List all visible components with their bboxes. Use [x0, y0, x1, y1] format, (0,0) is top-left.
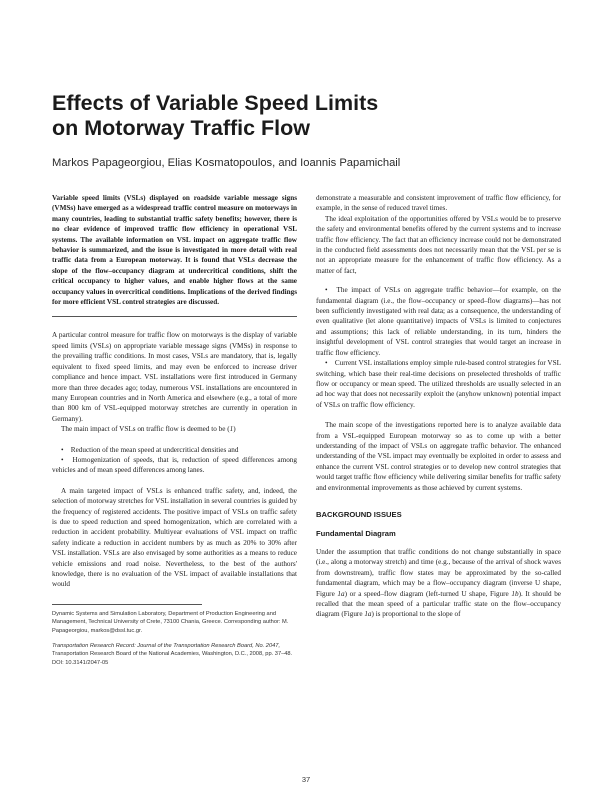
list-item-text: Current VSL installations employ simple rule-based control strategies for VSL switching, which base their real-time decisions on preselected thresholds of traffic flow or occupancy or mean speed. The utilized thresholds are usually selected in an ad hoc way that does not necessarily exploit the (anyhow unknown) potential impact of VSLs on traffic flow efficiency. [316, 359, 561, 409]
body-text: The main impact of VSLs on traffic flow is deemed to be ( [61, 425, 230, 434]
title-line-1: Effects of Variable Speed Limits [52, 91, 379, 115]
figure-ref: 1b [511, 589, 519, 598]
body-paragraph [52, 424, 297, 434]
bullet-list [52, 445, 297, 476]
body-paragraph: The main scope of the investigations reported here is to analyze available data from a VSL-equipped European motorway so as to come up with a better understanding of the impact of VSLs on aggregate traffic behavior. The enhanced understanding of the VSL impact may eventually be exploited in order to assess and enhance the current VSL control strategies or to develop new control strategies that would target traffic flow efficiency while delivering similar benefits for traffic safety and environmental improvements as those achieved by current systems. [316, 421, 561, 492]
footnotes [52, 610, 297, 668]
subsection-heading: Fundamental Diagram [316, 528, 396, 538]
reference-citation: 1 [229, 425, 234, 434]
bullet-list [316, 285, 561, 410]
body-text: ) [233, 425, 236, 434]
list-item [52, 445, 297, 455]
footnote-divider [52, 604, 202, 605]
journal-citation [52, 642, 297, 659]
body-text: Under the assumption that traffic conditions do not change substantially in space (i.e., along a motorway stretch) and time (e.g., because of the arrival of shock waves from downstream), traffic flow states may be approximated by the so-called fundamental diagram, which may be a flow–occupancy diagram (inverse U shape, Figure [316, 547, 561, 598]
affiliation-note: Dynamic Systems and Simulation Laboratory, Department of Production Engineering and Management, Technical University of Crete, 73100 Chania, Greece. Corresponding author: M. Papageorgiou, markos@dssl.tuc.gr. [52, 610, 289, 634]
paper-title [52, 91, 472, 141]
journal-name: Transportation Research Record: Journal of the Transportation Research Board, No. 2047, [52, 642, 281, 649]
body-text: ). It should be recalled that the mean speed of a particular traffic state on the flow–occupancy diagram (Figure [316, 589, 561, 619]
left-column [52, 193, 297, 667]
list-item-text: Homogenization of speeds, that is, reduction of speed differences among vehicles and of mean speed differences among lanes. [52, 455, 297, 475]
body-paragraph: A main targeted impact of VSLs is enhanced traffic safety, and, indeed, the selection of motorway stretches for VSL installation in several countries is guided by the frequency of registered accidents. The positive impact of VSLs on traffic safety is due to speed reduction and speed homogenization, which are correlated with a reduction in accident probability. Multiyear evaluations of VSL impact on traffic safety indicate a reduction in accident numbers by as much as 20% to 30% after VSL installation. VSLs are also envisaged by some authorities as a means to reduce vehicle emissions and road noise. Nevertheless, to the best of the authors' knowledge, there is no evaluation of the VSL impact of available installations that would [52, 486, 297, 589]
page-number: 37 [301, 775, 311, 784]
bullet-icon: • [325, 359, 328, 368]
title-line-2: on Motorway Traffic Flow [52, 116, 311, 140]
list-item-text: Reduction of the mean speed at undercritical densities and [70, 445, 239, 454]
body-text: ) is proportional to the slope of [371, 610, 461, 619]
body-paragraph [316, 547, 561, 620]
body-paragraph: demonstrate a measurable and consistent improvement of traffic flow efficiency, for example, in the sense of reduced travel times. [316, 194, 561, 213]
list-item-text: The impact of VSLs on aggregate traffic behavior—for example, on the fundamental diagram (i.e., the flow–occupancy or speed–flow diagrams)—has not been sufficiently investigated with real data; as a consequence, the understanding of even qualitative (let alone quantitative) impacts of VSLs is limited to conjectures and assumptions; this lack of reliable understanding, in its turn, hinders the insightful development of VSL control strategies that would target an increase in traffic flow efficiency. [316, 286, 561, 357]
figure-ref: 1a [337, 589, 345, 598]
right-column [316, 193, 561, 620]
section-heading: BACKGROUND ISSUES [316, 509, 402, 519]
journal-details: Transportation Research Board of the National Academies, Washington, D.C., 2008, pp. 37–48. [52, 651, 293, 658]
body-paragraph: A particular control measure for traffic flow on motorways is the display of variable speed limits (VSLs) on appropriate variable message signs (VMSs) in response to the prevailing traffic conditions. In most cases, VSLs are mandatory, that is, legally equivalent to fixed speed limits, and may even be enforced to increase driver compliance and hence impact. VSL installations were first introduced in Germany more than three decades ago; today, numerous VSL installations are encountered in many European countries and in North America and elsewhere (e.g., a total of more than 800 km of VSL-equipped motorway stretches are currently in operation in Germany). [52, 331, 297, 423]
bullet-icon: • [61, 445, 64, 454]
bullet-icon: • [61, 455, 64, 464]
author-list: Markos Papageorgiou, Elias Kosmatopoulos, and Ioannis Papamichail [52, 157, 401, 169]
bullet-icon: • [325, 286, 328, 295]
list-item [316, 285, 561, 358]
abstract: Variable speed limits (VSLs) displayed on roadside variable message signs (VMSs) have emerged as a widespread traffic control measure on motorways in many countries, leading to substantial traffic safety benefits; however, there is no clear evidence of improved traffic flow efficiency in operational VSL systems. The available information on VSL impact on aggregate traffic flow behavior is summarized, and the issue is investigated in more detail with real traffic data from a European motorway. It is found that VSLs decrease the slope of the flow–occupancy diagram at undercritical conditions, shift the critical occupancy to higher values, and enable higher flows at the same occupancy values in overcritical conditions. Implications of the derived findings for more efficient VSL control strategies are discussed. [52, 194, 297, 307]
doi: DOI: 10.3141/2047-05 [52, 659, 109, 666]
abstract-divider [52, 316, 297, 317]
figure-ref: 1a [364, 610, 372, 619]
body-text: ) or a speed–flow diagram (left-turned U shape, Figure [344, 589, 512, 598]
list-item [52, 455, 297, 476]
body-paragraph: The ideal exploitation of the opportunities offered by VSLs would be to preserve the safety and environmental benefits offered by the current systems and to increase traffic flow efficiency. The fact that an efficiency increase could not be demonstrated in the conducted field assessments does not necessarily mean that the VSL per se is not an appropriate measure for the enhancement of traffic flow efficiency. As a matter of fact, [316, 214, 561, 275]
list-item [316, 358, 561, 410]
